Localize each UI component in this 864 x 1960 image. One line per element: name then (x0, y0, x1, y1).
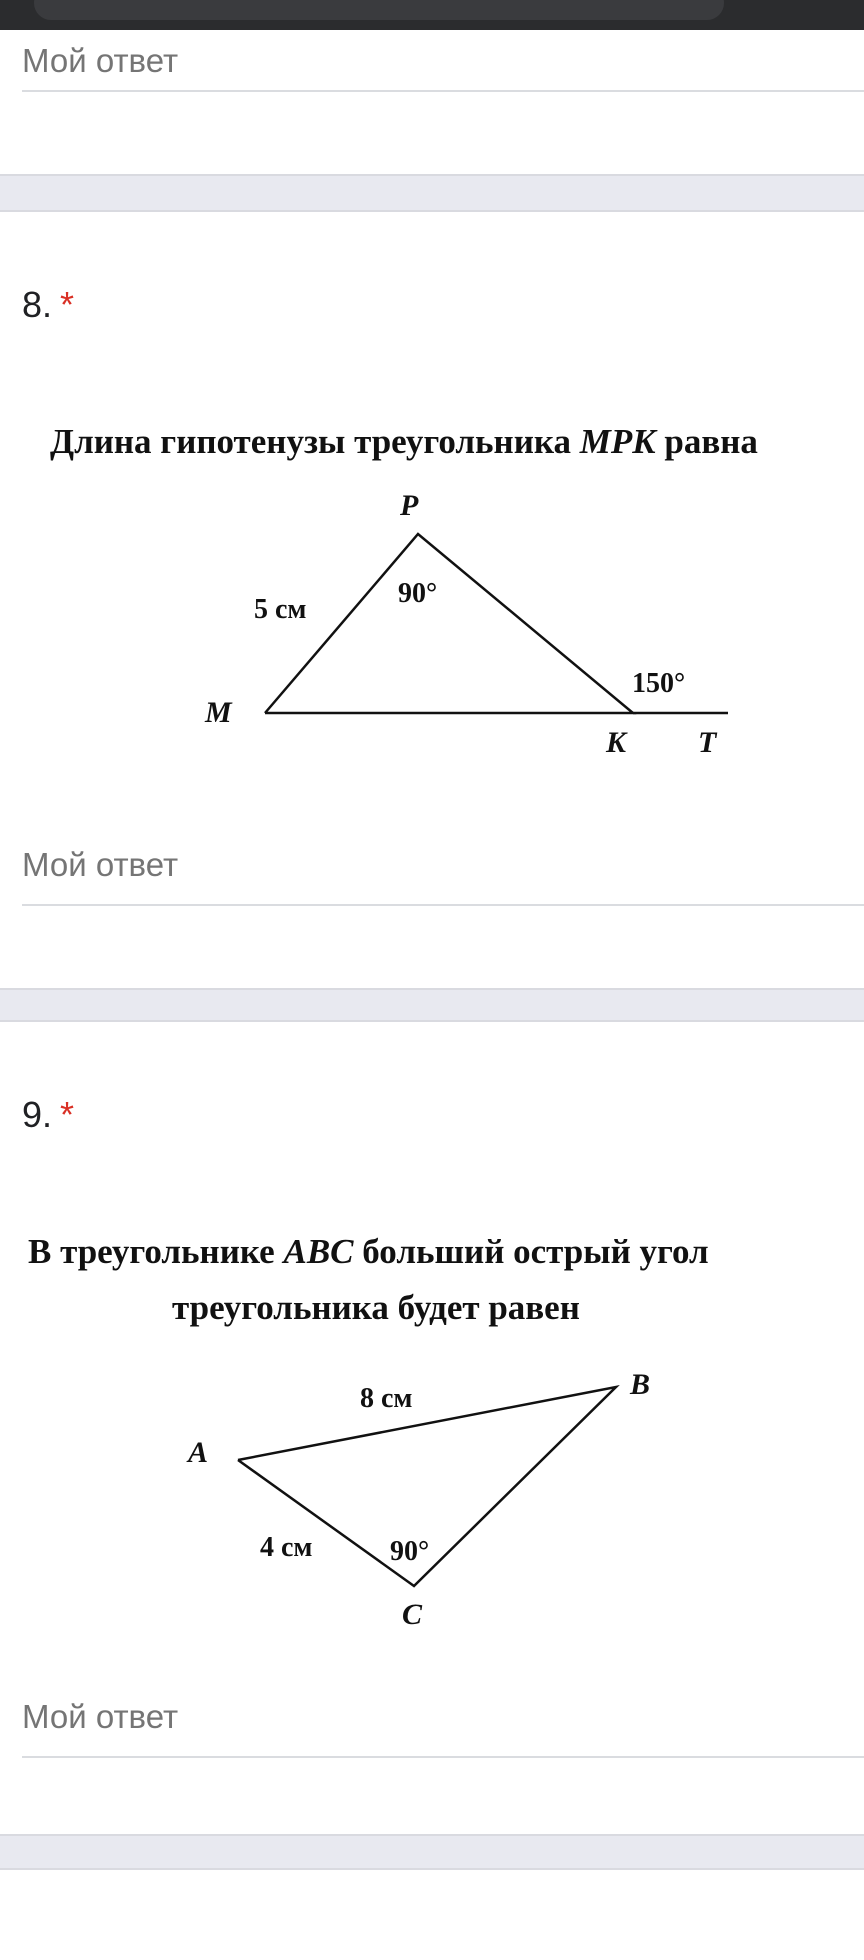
question-number-next (22, 1930, 102, 1950)
question-number (22, 284, 74, 326)
answer-input-9[interactable] (22, 1694, 864, 1740)
problem-text-end: равна (655, 422, 758, 461)
side-label-mp: 5 см (254, 594, 307, 625)
triangle-name: MPK (579, 422, 656, 461)
vertex-label-m: M (205, 696, 232, 729)
question-card-8 (0, 210, 864, 990)
vertex-label-a: A (188, 1436, 209, 1469)
answer-input-previous[interactable] (22, 38, 864, 84)
required-asterisk: * (60, 1094, 75, 1135)
vertex-label-b: B (630, 1368, 651, 1401)
side-label-ac: 4 см (260, 1532, 313, 1563)
problem-image-9 (0, 1232, 864, 1702)
vertex-label-k: K (606, 726, 627, 759)
problem-text-end: больший острый угол (353, 1232, 709, 1271)
answer-input-8[interactable] (22, 842, 864, 888)
angle-label-p: 90° (398, 578, 438, 609)
problem-text-start: В треугольнике (28, 1232, 284, 1271)
question-card-9 (0, 1020, 864, 1836)
top-bar-pill (34, 0, 724, 20)
question-card-previous (0, 30, 864, 176)
question-number (22, 1094, 74, 1136)
problem-text (50, 422, 758, 462)
answer-underline (22, 90, 864, 92)
triangle-name: ABC (283, 1232, 354, 1271)
vertex-label-t: T (698, 726, 717, 759)
side-label-ab: 8 см (360, 1383, 413, 1414)
problem-text-line1 (28, 1232, 709, 1272)
question-card-next (0, 1868, 864, 1960)
question-number-text: 8. (22, 284, 53, 325)
angle-label-exterior-k: 150° (632, 668, 686, 699)
vertex-label-p: P (400, 489, 419, 522)
problem-image-8 (0, 412, 864, 772)
answer-underline (22, 904, 864, 906)
vertex-label-c: C (402, 1598, 423, 1631)
problem-text-line2: треугольника будет равен (172, 1288, 580, 1327)
question-number-text: 9. (22, 1094, 53, 1135)
problem-text-start: Длина гипотенузы треугольника (50, 422, 580, 461)
answer-underline (22, 1756, 864, 1758)
required-asterisk: * (60, 284, 75, 325)
angle-label-c: 90° (390, 1536, 430, 1567)
